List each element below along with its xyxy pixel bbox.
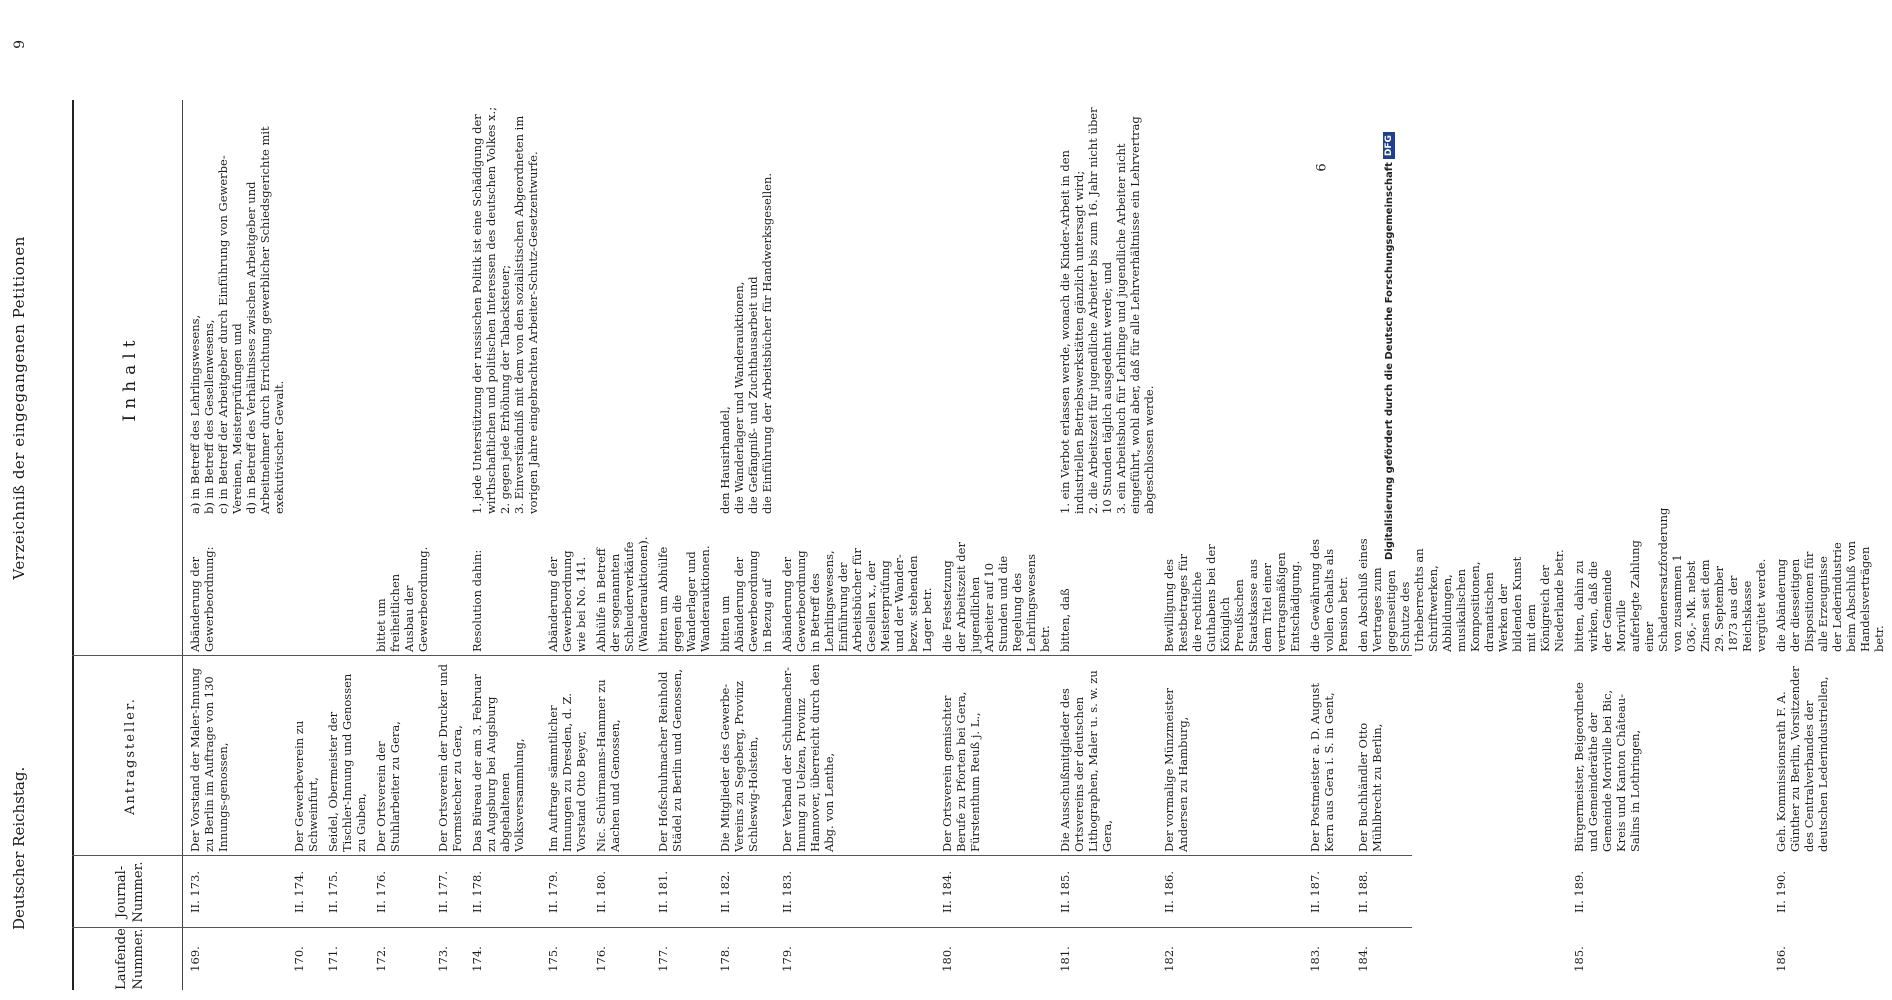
journal-number: II. 187. — [1308, 871, 1322, 914]
content-item: 2. die Arbeitszeit für jugendliche Arbeiter bis zum 16. Jahr nicht über 10 Stunden täglich ausgedehnt werde; und — [1086, 107, 1114, 514]
petition-content — [326, 100, 368, 534]
request-verb: Abhülfe in Betreff der sogenannten Schleuderverkäufe (Wanderauktionen). — [594, 536, 650, 652]
applicant: Seidel, Obermeister der Tischler-Innung und Genossen zu Guben, — [326, 673, 368, 852]
table-row — [546, 100, 588, 990]
table-row — [718, 100, 774, 990]
row-number: 170. — [292, 946, 306, 972]
journal-number: II. 175. — [326, 871, 340, 914]
petition-table — [188, 100, 1892, 990]
table-row — [1162, 100, 1302, 990]
content-item: die Wanderlager und Wanderauktionen, — [732, 281, 746, 514]
content-item: die Einführung der Arbeitsbücher für Handwerksgesellen. — [760, 172, 774, 514]
content-item: a) in Betreff des Lehrlingswesens, — [188, 314, 202, 514]
petition-content — [470, 100, 540, 534]
content-item: die Gefängniß- und Zuchthausarbeit und — [746, 276, 760, 514]
content-list — [470, 104, 540, 530]
petition-content — [656, 100, 712, 534]
journal-number: II. 188. — [1356, 871, 1370, 914]
petition-content — [1572, 100, 1768, 534]
applicant: Das Büreau der am 3. Februar zu Augsburg bei Augsburg abgehaltenen Volksversammlung, — [470, 674, 526, 852]
applicant: Die Ausschußmitglieder des Ortsvereins der deutschen Lithographen, Maler u. s. w. zu Gera, — [1058, 670, 1114, 852]
journal-number: II. 179. — [546, 871, 560, 914]
request-verb: bitten um Abänderung der Gewerbeordnung in Bezug auf — [718, 550, 774, 652]
col-header-inhalt: Inhalt — [119, 334, 140, 422]
request-verb: bitten, daß — [1058, 588, 1072, 652]
row-number: 181. — [1058, 946, 1072, 972]
request-verb — [436, 534, 464, 656]
applicant: Der Gewerbeverein zu Schweinfurt, — [292, 720, 320, 852]
petition-content — [188, 100, 286, 534]
petition-content — [1774, 100, 1886, 534]
request-verb: Resolution dahin: — [470, 549, 484, 652]
petition-content — [1162, 100, 1302, 534]
applicant: Der Vorstand der Maler-Innung zu Berlin im Auftrage von 130 Innungs-genossen, — [188, 668, 230, 852]
applicant: Der Hofschuhmacher Reinhold Städel zu Berlin und Genossen, — [656, 669, 684, 852]
row-number: 185. — [1572, 946, 1586, 972]
journal-number: II. 189. — [1572, 871, 1586, 914]
content-item: 3. Einverständniß mit dem von den sozialistischen Abgeordneten im vorigen Jahre eingebrachten Arbeiter-Schutz-Gesetzentwurfe. — [512, 115, 540, 514]
content-item: 1. ein Verbot erlassen werde, wonach die Kinder-Arbeit in den industriellen Betriebswerkstätten gänzlich untersagt wird; — [1058, 150, 1086, 514]
content-list — [718, 104, 774, 530]
journal-number: II. 190. — [1774, 871, 1788, 914]
request-verb — [326, 534, 368, 656]
petition-content — [374, 100, 430, 534]
request-verb: bittet um freiheitlichen Ausbau der Gewerbeordnung. — [374, 546, 430, 652]
journal-number: II. 183. — [780, 871, 794, 914]
credit-text: Digitalisierung gefördert durch die Deutsche Forschungsgemeinschaft — [1383, 162, 1395, 560]
request-verb: Abänderung der Gewerbeordnung in Betreff des Lehrlingswesens, Einführung der Arbeitsbücher für Gesellen x., der Meisterprüfung und der Wander- bezw. stehenden Lager betr. — [780, 548, 934, 652]
row-number: 176. — [594, 946, 608, 972]
request-verb: Abänderung der Gewerbeordnung wie bei No. 141. — [546, 550, 588, 652]
applicant: Im Auftrage sämmtlicher Innungen zu Dresden, d. Z. Vorstand Otto Beyer, — [546, 693, 588, 852]
content-item: 2. gegen jede Erhöhung der Tabacksteuer; — [498, 264, 512, 514]
table-row — [1572, 100, 1768, 990]
row-number: 186. — [1774, 946, 1788, 972]
journal-number: II. 176. — [374, 871, 388, 914]
request-verb: Bewilligung des Restbetrages für die rechtliche Guthabens bei der Königlich Preußischen Staatskasse aus dem Titel einer vertragsmäßigen Entschädigung. — [1162, 544, 1302, 652]
table-row — [940, 100, 1052, 990]
journal-number: II. 182. — [718, 871, 732, 914]
request-verb — [292, 534, 320, 656]
row-number: 174. — [470, 946, 484, 972]
applicant: Der Ortsverein der Drucker und Formstecher zu Gera, — [436, 664, 464, 852]
row-number: 184. — [1356, 946, 1370, 972]
request-verb: die Festsetzung der Arbeitszeit der jugendlichen Arbeiter auf 10 Stunden und die Regelung des Lehrlingswesens betr. — [940, 542, 1052, 652]
petition-content — [546, 100, 588, 534]
row-number: 169. — [188, 946, 202, 972]
row-number: 183. — [1308, 946, 1322, 972]
journal-number: II. 186. — [1162, 871, 1176, 914]
table-row — [188, 100, 286, 990]
table-row — [656, 100, 712, 990]
content-list — [1058, 104, 1156, 530]
row-number: 172. — [374, 946, 388, 972]
table-row — [1058, 100, 1156, 990]
request-verb: bitten, dahin zu wirken, daß die der Gemeinde Moriville auferlegte Zahlung einer Schadenersatzforderung von zusammen 1 036,- Mk. nebst Zinsen seit dem 29. September 1873 aus der Reichskasse vergütet werde. — [1572, 507, 1768, 652]
journal-number: II. 178. — [470, 871, 484, 914]
table-row — [594, 100, 650, 990]
table-row — [780, 100, 934, 990]
petition-content — [940, 100, 1052, 534]
applicant: Der vormalige Münzmeister Andersen zu Hamburg, — [1162, 688, 1190, 852]
journal-number: II. 184. — [940, 871, 954, 914]
content-item: c) in Betreff der Arbeitgeber durch Einführung von Gewerbe-Vereinen, Meisterprüfungen und — [216, 155, 244, 514]
request-verb: Abänderung der Gewerbeordnung: — [188, 546, 216, 652]
journal-number: II. 174. — [292, 871, 306, 914]
applicant: Geh. Kommissionsrath F. A. Günther zu Berlin, Vorsitzender des Centralverbandes der deutschen Lederindustriellen, — [1774, 666, 1830, 852]
content-item: 1. jede Unterstützung der russischen Politik ist eine Schädigung der wirthschaftlichen und politischen Interessen des deutschen Volkes x.; — [470, 106, 498, 514]
journal-number: II. 173. — [188, 871, 202, 914]
applicant: Der Postmeister a. D. August Kern aus Gera i. S. in Gent, — [1308, 682, 1336, 852]
petition-content — [1058, 100, 1156, 534]
header-rule — [72, 100, 74, 990]
applicant: Der Ortsverein gemischter Berufe zu Pforten bei Gera, Fürstenthum Reuß j. L., — [940, 691, 982, 852]
applicant: Der Verband der Schuhmacher-Innung zu Uelzen, Provinz Hannover, überreicht durch den Abg. von Lenthe, — [780, 664, 836, 852]
table-row — [1308, 100, 1350, 990]
page-header — [10, 40, 28, 930]
journal-number: II. 185. — [1058, 871, 1072, 914]
row-number: 180. — [940, 946, 954, 972]
row-number: 179. — [780, 946, 794, 972]
applicant: Der Buchhändler Otto Mühlbrecht zu Berlin, — [1356, 722, 1384, 852]
journal-number: II. 181. — [656, 871, 670, 914]
row-number: 173. — [436, 946, 450, 972]
header-title-right: Verzeichniß der eingegangenen Petitionen — [10, 236, 28, 580]
content-item: 3. ein Arbeitsbuch für Lehrlinge und jugendliche Arbeiter nicht eingeführt, wohl aber, daß für alle Lehrverhältnisse ein Lehrvertrag abgeschlossen werde. — [1114, 116, 1156, 514]
header-title-left: Deutscher Reichstag. — [10, 766, 28, 930]
petition-content — [718, 100, 774, 534]
col-header-lfd: Laufende Nummer. — [114, 928, 146, 990]
table-row — [436, 100, 464, 990]
petition-content — [292, 100, 320, 534]
table-row — [1774, 100, 1886, 990]
journal-number: II. 177. — [436, 871, 450, 914]
request-verb: die Abänderung der diesseitigen Dispositionen für alle Erzeugnisse der Lederindustrie beim Abschluß von Handelsverträgen betr. — [1774, 540, 1886, 652]
applicant: Nic. Schürmanns-Hammer zu Aachen und Genossen, — [594, 679, 622, 852]
content-item: den Hausirhandel, — [718, 406, 732, 514]
request-verb: den Abschluß eines Vertrages zum gegenseitigen Schutze des Urheberrechts an Schriftwerken, Abbildungen, musikalischen Kompositionen, dramatischen Werken der bildenden Kunst mit dem Königreich der Niederlande betr. — [1356, 538, 1566, 652]
page-number: 9 — [12, 40, 28, 49]
journal-number: II. 180. — [594, 871, 608, 914]
digitization-credit — [1378, 60, 1400, 560]
petition-content — [594, 100, 650, 534]
request-verb: die Gewährung des vollen Gehalts als Pension betr. — [1308, 539, 1350, 652]
row-number: 178. — [718, 946, 732, 972]
table-row — [374, 100, 430, 990]
applicant: Der Ortsverein der Stuhlarbeiter zu Gera, — [374, 721, 402, 852]
column-header-rule — [182, 100, 183, 990]
applicant: Bürgermeister, Beigeordnete und Gemeinderäthe der Gemeinde Moriville bei Bic, Kreis und Kanton Château-Salins in Lothringen, — [1572, 682, 1642, 852]
petition-content — [436, 100, 464, 534]
content-item: d) in Betreff des Verhältnisses zwischen Arbeitgeber und Arbeitnehmer durch Errichtung gewerblicher Schiedsgerichte mit exekutivischer Gewalt. — [244, 126, 286, 514]
petition-content — [780, 100, 934, 534]
col-header-antrag: Antragsteller. — [122, 697, 138, 815]
row-number: 171. — [326, 946, 340, 972]
side-page-number: 6 — [1314, 163, 1330, 172]
content-item: b) in Betreff des Gesellenwesens, — [202, 319, 216, 514]
row-number: 182. — [1162, 946, 1176, 972]
table-row — [292, 100, 320, 990]
row-number: 177. — [656, 946, 670, 972]
applicant: Die Mitglieder des Gewerbe-Vereins zu Segeberg, Provinz Schleswig-Holstein, — [718, 680, 760, 852]
request-verb: bitten um Abhülfe gegen die Wanderlager und Wanderauktionen. — [656, 545, 712, 652]
table-row — [326, 100, 368, 990]
table-row — [470, 100, 540, 990]
dfg-logo: DFG — [1383, 132, 1395, 159]
col-header-journal: Journal-Nummer. — [114, 861, 146, 923]
row-number: 175. — [546, 946, 560, 972]
content-list — [188, 104, 286, 530]
